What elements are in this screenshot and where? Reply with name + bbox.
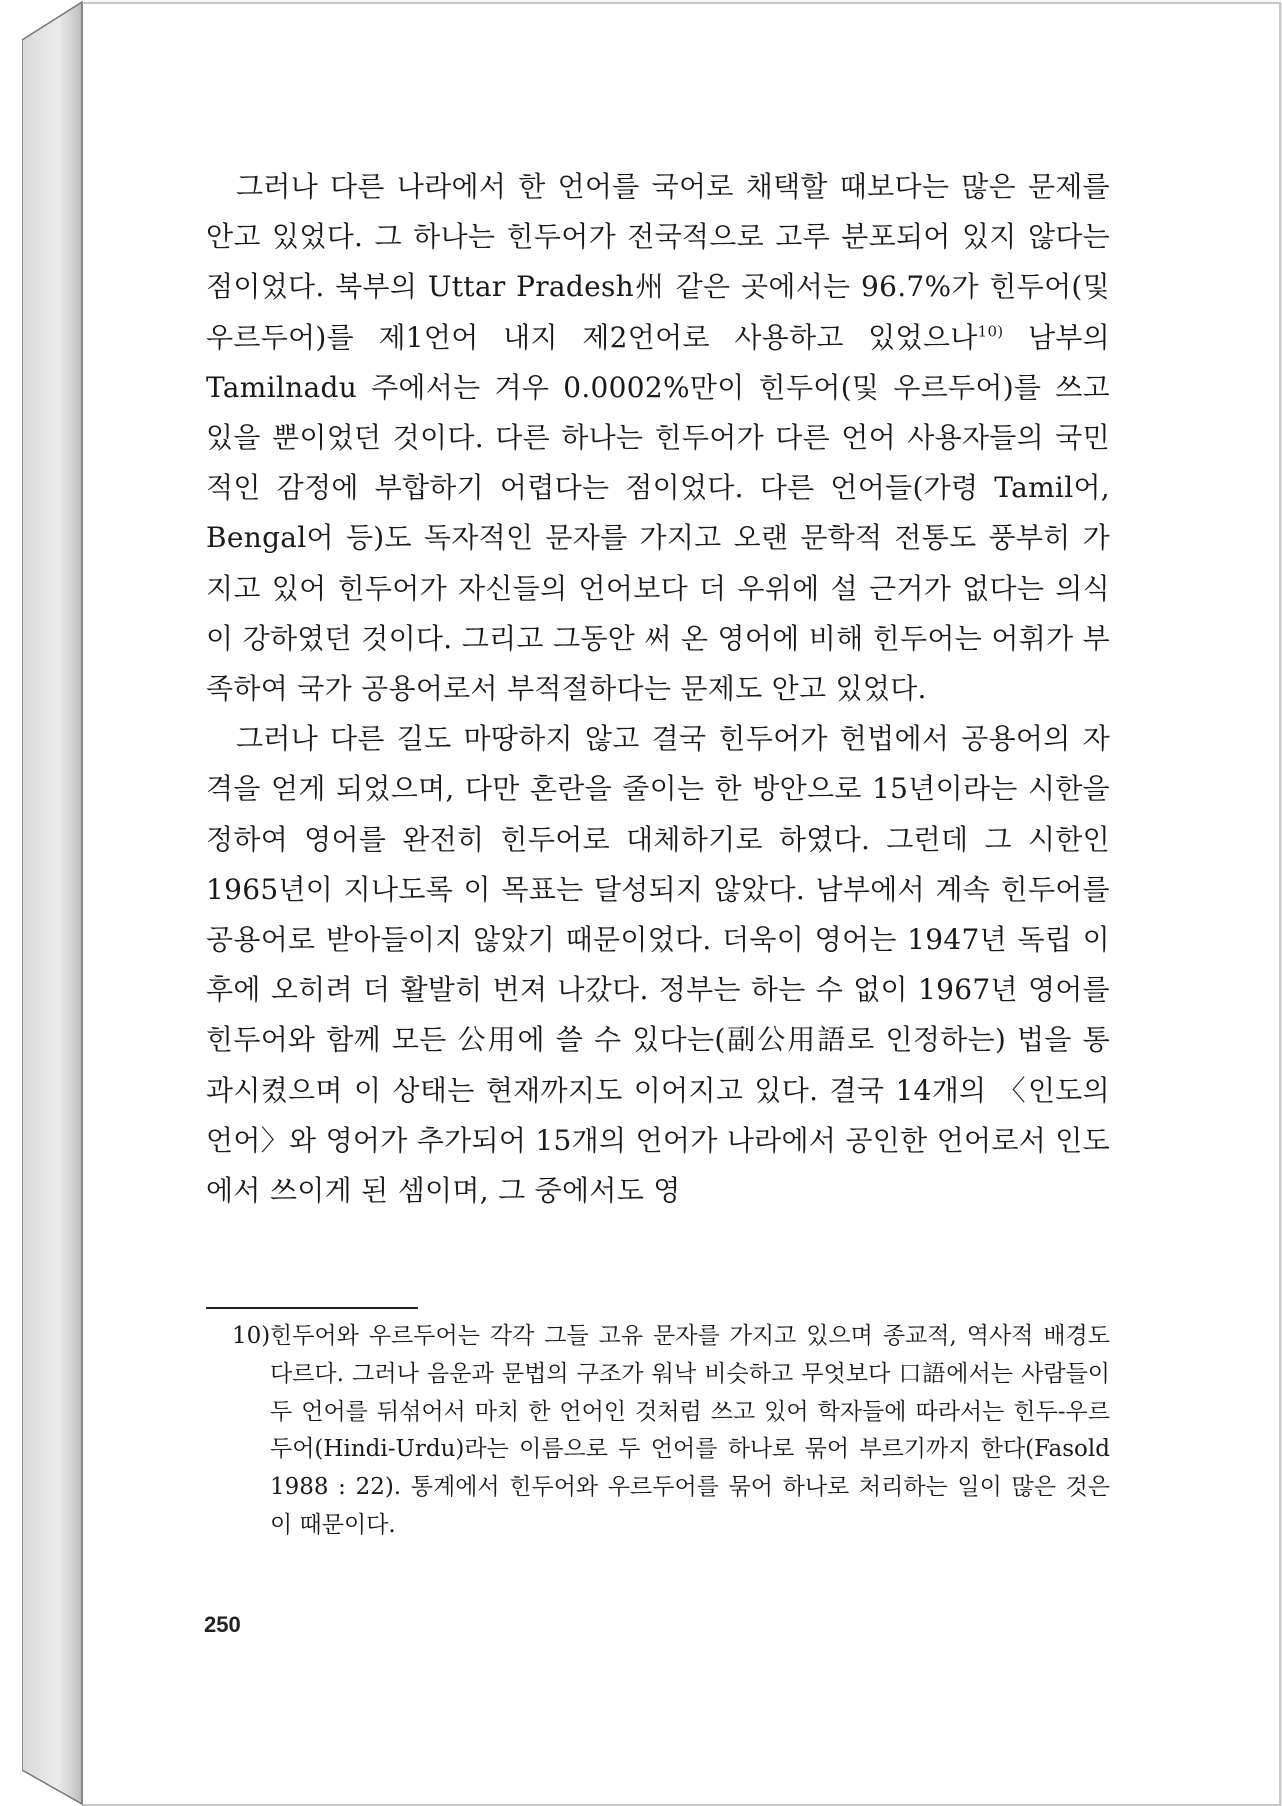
paragraph-1-text-continued: 남부의 Tamilnadu 주에서는 겨우 0.0002%만이 힌두어(및 우르두어)를 쓰고 있을 뿐이었던 것이다. 다른 하나는 힌두어가 다른 언어 사용자들의 국민적인 감정에 부합하기 어렵다는 점이었다. 다른 언어들(가령 Tamil어, Bengal어 등)도 독자적인 문자를 가지고 오랜 문학적 전통도 풍부히 가지고 있어 힌두어가 자신들의 언어보다 더 우위에 설 근거가 없다는 의식이 강하였던 것이다. 그리고 그동안 써 온 영어에 비해 힌두어는 어휘가 부족하여 국가 공용어로서 부적절하다는 문제도 안고 있었다. — [206, 320, 1110, 706]
footnote-text: 힌두어와 우르두어는 각각 그들 고유 문자를 가지고 있으며 종교적, 역사적 배경도 다르다. 그러나 음운과 문법의 구조가 워낙 비슷하고 무엇보다 口語에서는 사람들이 두 언어를 뒤섞어서 마치 한 언어인 것처럼 쓰고 있어 학자들에 따라서는 힌두-우르두어(Hindi-Urdu)라는 이름으로 두 언어를 하나로 묶어 부르기까지 한다(Fasold 1988 : 22). 통계에서 힌두어와 우르두어를 묶어 하나로 처리하는 일이 많은 것은 이 때문이다. — [270, 1323, 1110, 1538]
paragraph-2: 그러나 다른 길도 마땅하지 않고 결국 힌두어가 헌법에서 공용어의 자격을 얻게 되었으며, 다만 혼란을 줄이는 한 방안으로 15년이라는 시한을 정하여 영어를 완전히 힌두어로 대체하기로 하였다. 그런데 그 시한인 1965년이 지나도록 이 목표는 달성되지 않았다. 남부에서 계속 힌두어를 공용어로 받아들이지 않았기 때문이었다. 더욱이 영어는 1947년 독립 이후에 오히려 더 활발히 번져 나갔다. 정부는 하는 수 없이 1967년 영어를 힌두어와 함께 모든 公用에 쓸 수 있다는(副公用語로 인정하는) 법을 통과시켰으며 이 상태는 현재까지도 이어지고 있다. 결국 14개의 〈인도의 언어〉와 영어가 추가되어 15개의 언어가 나라에서 공인한 언어로서 인도에서 쓰이게 된 셈이며, 그 중에서도 영 — [206, 722, 1110, 1208]
book-spine-edge — [22, 0, 84, 1806]
footnote — [232, 1318, 1110, 1545]
footnote-number: 10) — [232, 1323, 271, 1349]
footnote-reference: 10) — [977, 322, 1004, 341]
page-number: 250 — [204, 1612, 241, 1637]
footnote-divider — [206, 1307, 418, 1309]
paragraph-1 — [206, 162, 1110, 714]
paragraph-1-text: 그러나 다른 나라에서 한 언어를 국어로 채택할 때보다는 많은 문제를 안고 있었다. 그 하나는 힌두어가 전국적으로 고루 분포되어 있지 않다는 점이었다. 북부의 Uttar Pradesh州 같은 곳에서는 96.7%가 힌두어(및 우르두어)를 제1언어 내지 제2언어로 사용하고 있었으나 — [206, 170, 1110, 354]
body-text — [206, 162, 1110, 1216]
